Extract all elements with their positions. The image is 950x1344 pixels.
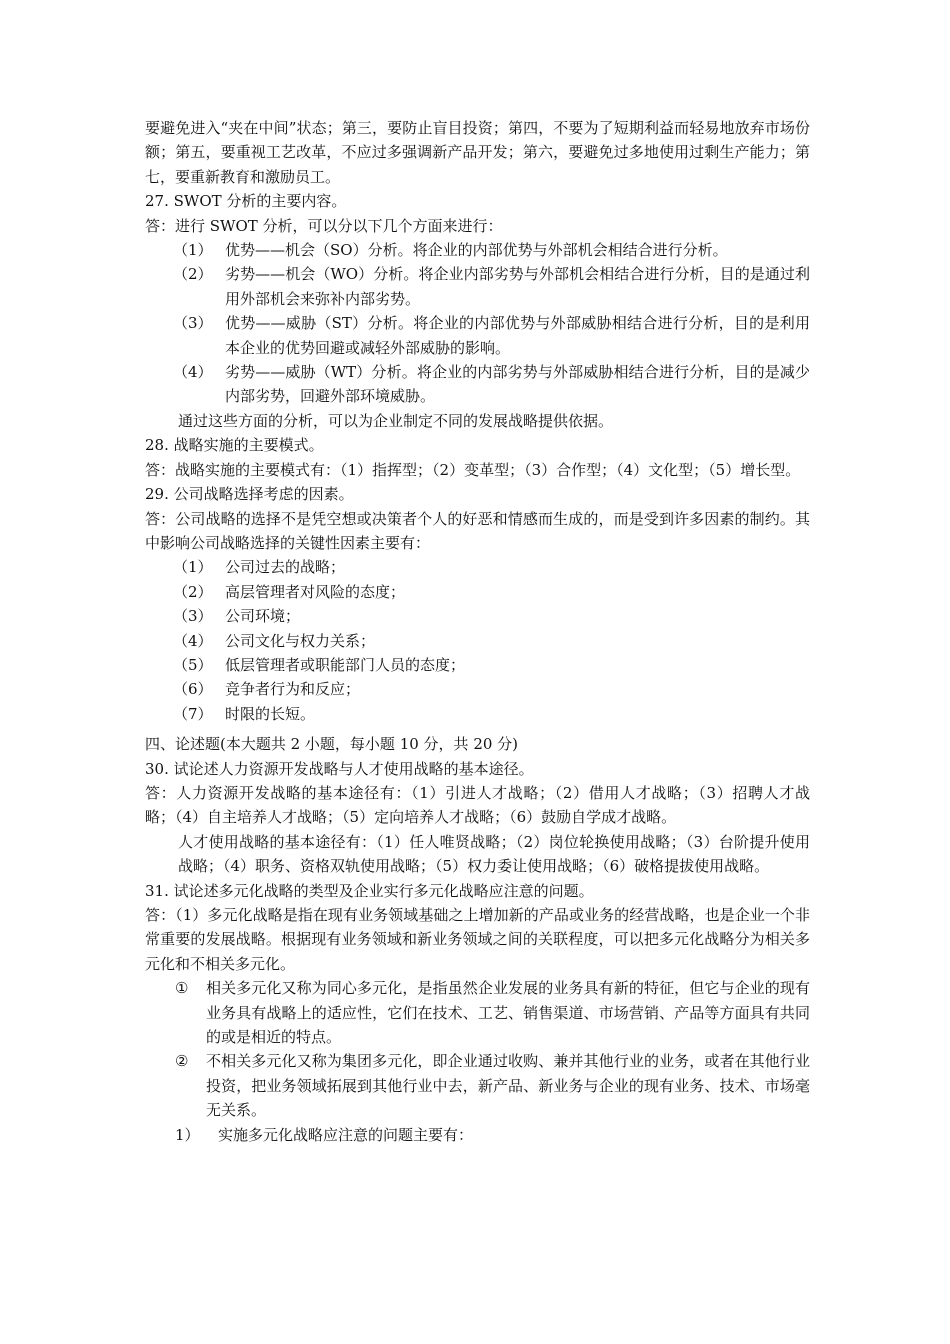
list-item	[145, 653, 810, 677]
list-number: （4）	[173, 631, 213, 650]
question-31: 31. 试论述多元化战略的类型及企业实行多元化战略应注意的问题。	[145, 881, 594, 900]
question-29: 29. 公司战略选择考虑的因素。	[145, 485, 354, 504]
answer-29-intro: 答：公司战略的选择不是凭空想或决策者个人的好恶和情感而生成的，而是受到许多因素的制约。其中影响公司战略选择的关键性因素主要有：	[145, 509, 810, 552]
list-number: （7）	[173, 704, 213, 723]
list-text: 劣势——机会（WO）分析。将企业内部劣势与外部机会相结合进行分析，目的是通过利用外部机会来弥补内部劣势。	[225, 265, 810, 308]
answer-31-intro: 答：（1）多元化战略是指在现有业务领域基础之上增加新的产品或业务的经营战略，也是企业一个非常重要的发展战略。根据现有业务领域和新业务领域之间的关联程度，可以把多元化战略分为相关多元化和不相关多元化。	[145, 906, 810, 973]
list-item	[145, 360, 810, 409]
list-text: 公司过去的战略；	[225, 558, 346, 577]
list-text: 竞争者行为和反应；	[225, 680, 361, 699]
answer-30-part1: 答：人力资源开发战略的基本途径有：（1）引进人才战略；（2）借用人才战略；（3）招聘人才战略；（4）自主培养人才战略；（5）定向培养人才战略；（6）鼓励自学成才战略。	[145, 783, 810, 827]
list-number: （3）	[173, 607, 213, 626]
list-number: （2）	[173, 582, 213, 601]
list-item	[145, 677, 810, 701]
list-number: （2）	[173, 265, 213, 284]
list-text: 低层管理者或职能部门人员的态度；	[225, 655, 466, 674]
list-text: 公司环境；	[225, 607, 301, 626]
answer-27-conclusion: 通过这些方面的分析，可以为企业制定不同的发展战略提供依据。	[178, 411, 614, 430]
list-item	[145, 555, 810, 579]
answer-27-intro: 答：进行 SWOT 分析，可以分以下几个方面来进行：	[145, 216, 503, 235]
list-number: （5）	[173, 655, 213, 674]
list-number: （6）	[173, 680, 213, 699]
list-number: （1）	[173, 241, 213, 260]
answer-30-part2: 人才使用战略的基本途径有：（1）任人唯贤战略；（2）岗位轮换使用战略；（3）台阶提升使用战略；（4）职务、资格双轨使用战略；（5）权力委让使用战略；（6）破格提拔使用战略。	[178, 832, 810, 876]
list-item	[145, 580, 810, 604]
list-number: ①	[175, 979, 189, 998]
list-item	[145, 262, 810, 311]
section-heading: 四、论述题(本大题共 2 小题，每小题 10 分，共 20 分)	[145, 735, 519, 754]
list-text: 时限的长短。	[225, 704, 316, 723]
list-text: 相关多元化又称为同心多元化，是指虽然企业发展的业务具有新的特征，但它与企业的现有业务具有战略上的适应性，它们在技术、工艺、销售渠道、市场营销、产品等方面具有共同的或是相近的特点。	[206, 979, 810, 1047]
list-item	[145, 604, 810, 628]
question-27: 27. SWOT 分析的主要内容。	[145, 192, 347, 211]
answer-28: 答：战略实施的主要模式有：（1）指挥型；（2）变革型；（3）合作型；（4）文化型；（5）增长型。	[145, 460, 801, 479]
list-item	[145, 1049, 810, 1122]
list-item	[145, 311, 810, 360]
list-item	[145, 629, 810, 653]
list-number: ②	[175, 1052, 189, 1071]
list-text: 高层管理者对风险的态度；	[225, 582, 406, 601]
list-item	[145, 1123, 810, 1147]
list-text: 不相关多元化又称为集团多元化，即企业通过收购、兼并其他行业的业务，或者在其他行业投资，把业务领域拓展到其他行业中去，新产品、新业务与企业的现有业务、技术、市场毫无关系。	[206, 1052, 810, 1120]
list-number: （4）	[173, 363, 213, 382]
list-text: 优势——机会（SO）分析。将企业的内部优势与外部机会相结合进行分析。	[225, 241, 728, 260]
paragraph-continued: 要避免进入“夹在中间”状态；第三，要防止盲目投资；第四，不要为了短期利益而轻易地放弃市场份额；第五，要重视工艺改革，不应过多强调新产品开发；第六，要避免过多地使用过剩生产能力；第七，要重新教育和激励员工。	[145, 119, 810, 186]
list-text: 优势——威胁（ST）分析。将企业的内部优势与外部威胁相结合进行分析，目的是利用本企业的优势回避或减轻外部威胁的影响。	[225, 314, 810, 357]
list-text: 劣势——威胁（WT）分析。将企业的内部劣势与外部威胁相结合进行分析，目的是减少内部劣势，回避外部环境威胁。	[225, 363, 810, 406]
question-28: 28. 战略实施的主要模式。	[145, 436, 324, 455]
list-number: （1）	[173, 558, 213, 577]
document-body	[145, 116, 810, 1147]
list-item	[145, 976, 810, 1049]
list-number: （3）	[173, 314, 213, 333]
list-text: 公司文化与权力关系；	[225, 631, 376, 650]
list-text: 实施多元化战略应注意的问题主要有：	[218, 1125, 474, 1144]
question-30: 30. 试论述人力资源开发战略与人才使用战略的基本途径。	[145, 759, 534, 778]
list-item	[145, 238, 810, 262]
list-item	[145, 702, 810, 726]
list-number: 1）	[175, 1125, 200, 1144]
